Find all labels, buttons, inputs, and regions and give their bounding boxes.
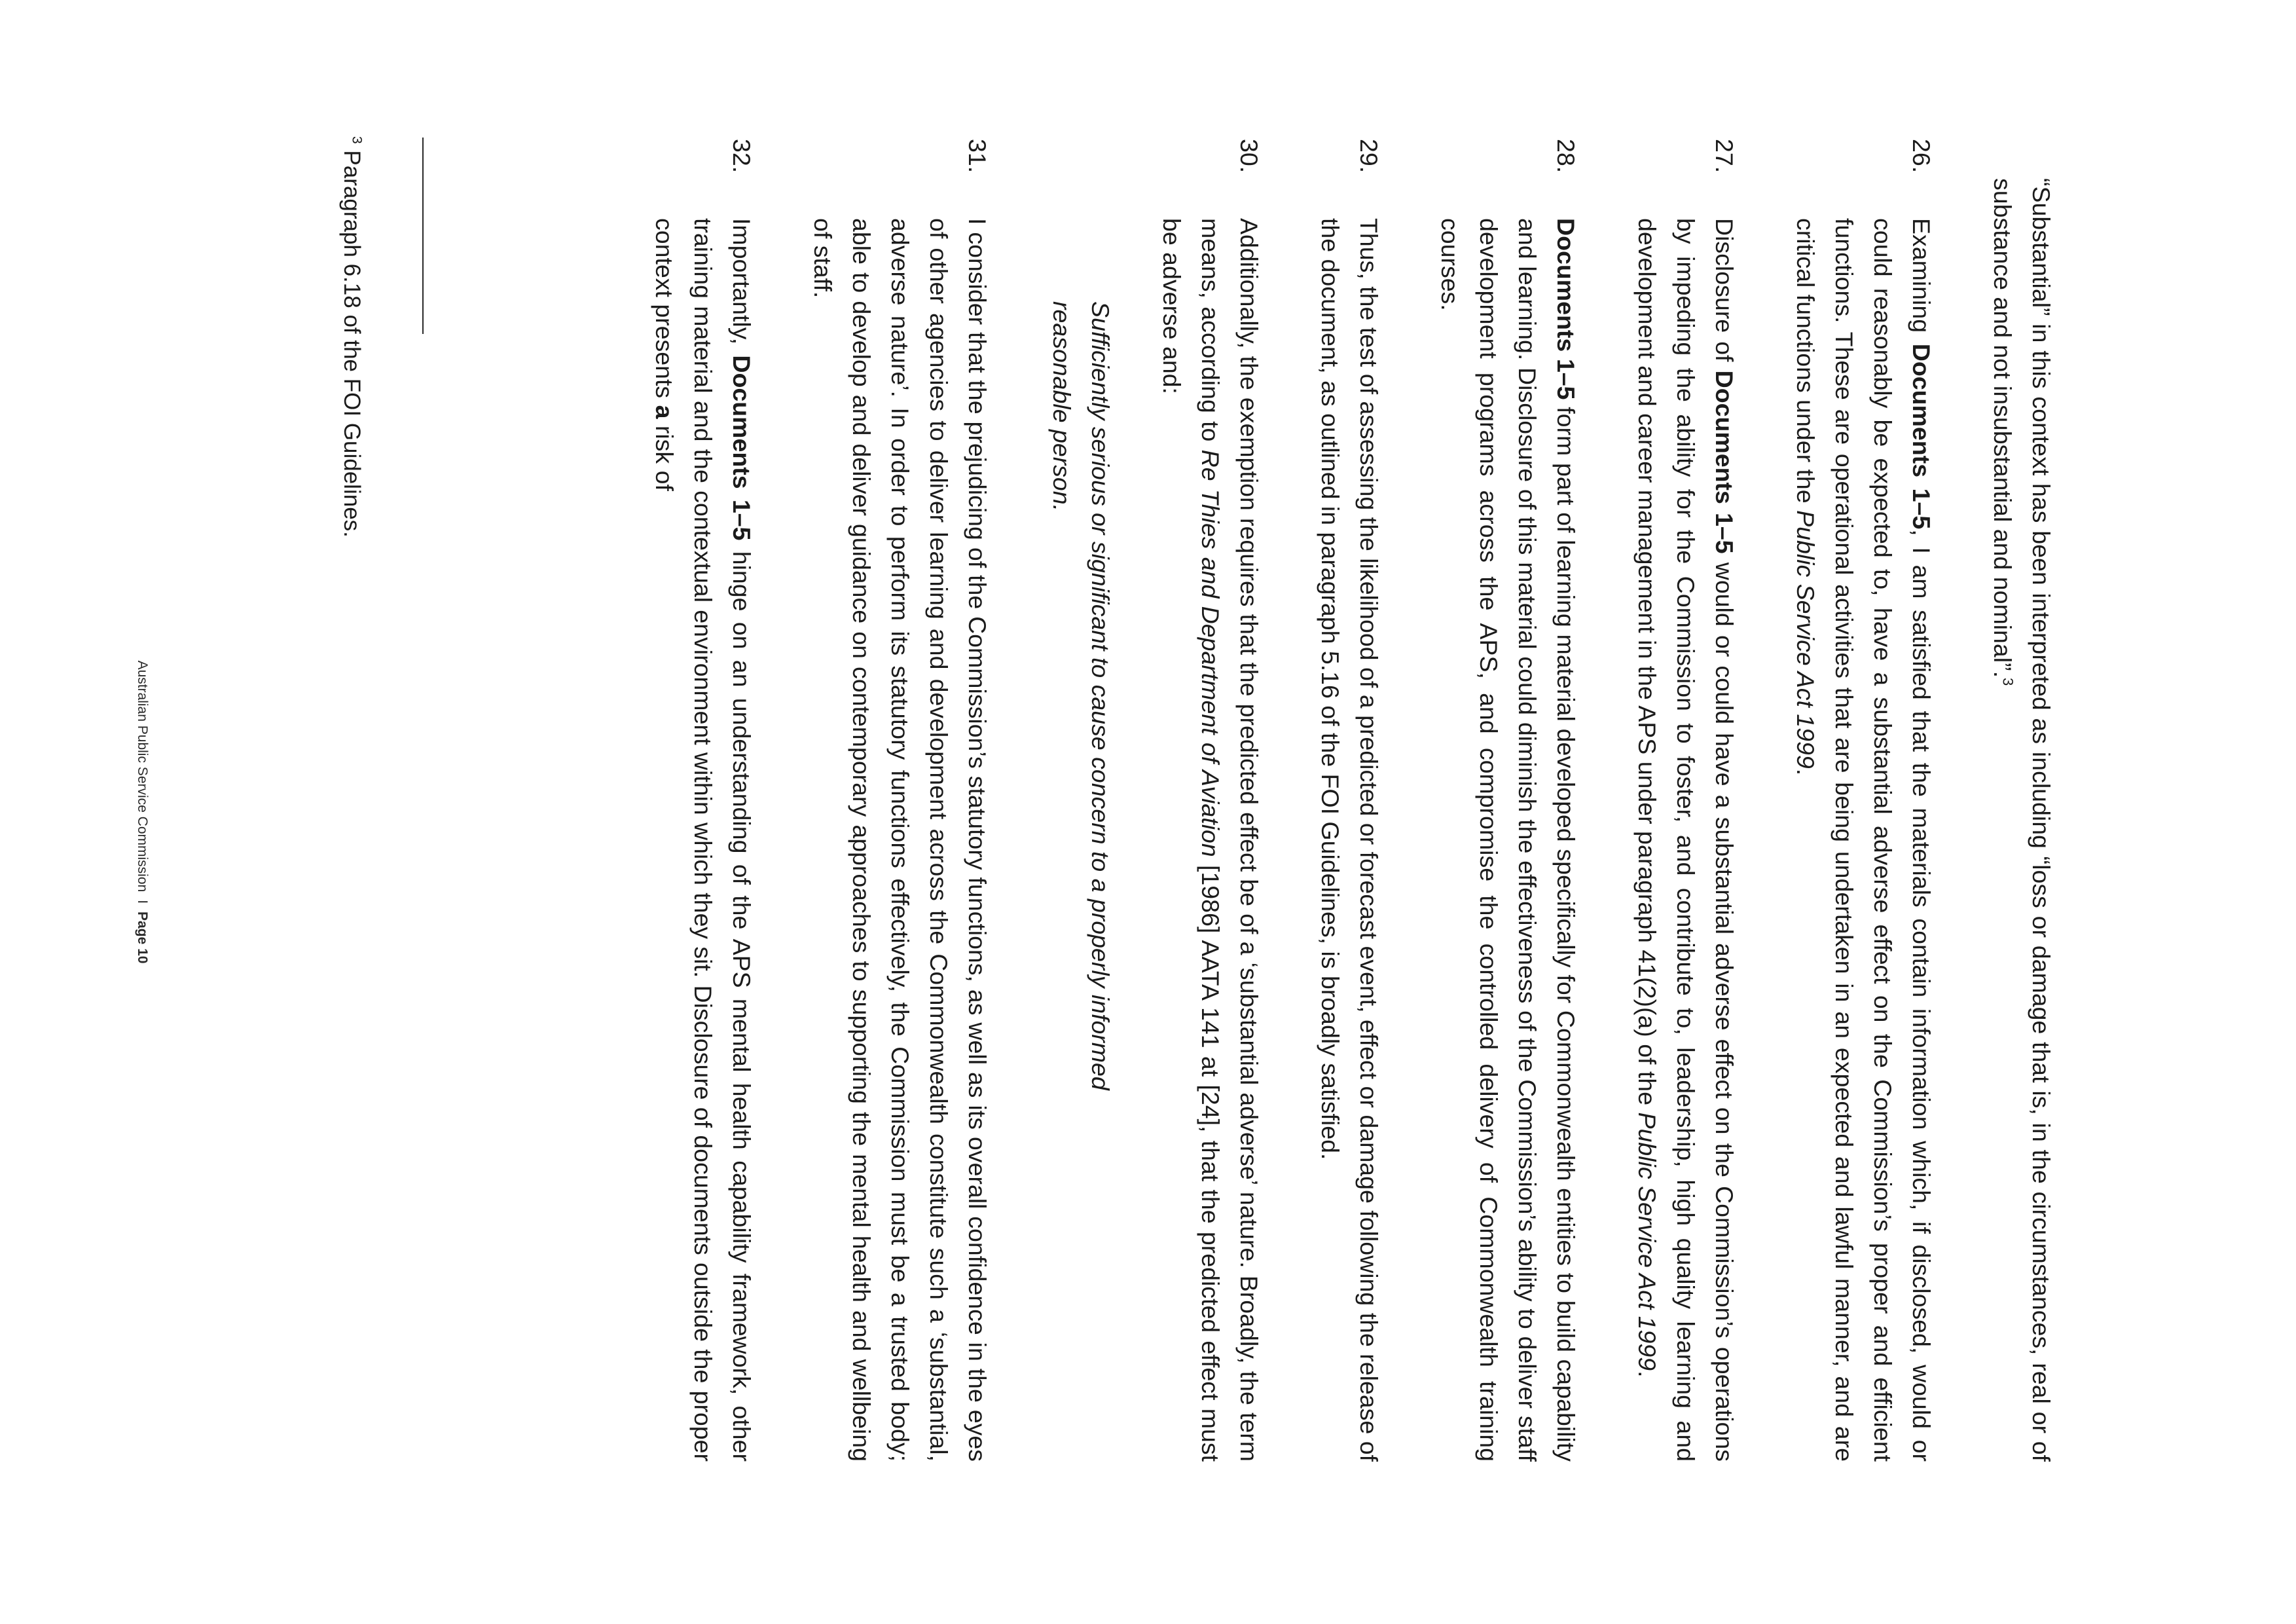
quoted-definition	[1042, 301, 1120, 1462]
paragraph-28: 28. Documents 1–5 form part of learning material developed specifically for Commonwealth entities to build capability and learning. Disclosure of this material could diminish the effectiveness of the Commission’s ability to deliver staff development programs across the APS, and compromise the controlled delivery of Commonwealth training courses.	[1430, 178, 1585, 1462]
quote-line-2: reasonable person.	[1048, 301, 1076, 512]
footer-separator: I	[135, 900, 150, 904]
document-body	[602, 139, 2060, 1462]
case-citation: Re Thies and Department of Aviation	[1197, 449, 1224, 857]
footnote-text: Paragraph 6.18 of the FOI Guidelines.	[339, 150, 365, 538]
paragraph-number: 28.	[1552, 139, 1580, 174]
footnote-marker: 3	[349, 136, 365, 144]
intro-text: “Substantial” in this context has been interpreted as including “loss or damage that is, in the circumstances, real or of substance and not insubstantial and nominal”.	[1989, 178, 2055, 1462]
paragraph-29: 29. Thus, the test of assessing the likelihood of a predicted or forecast event, effect or damage following the release of the document, as outlined in paragraph 5.16 of the FOI Guidelines, is broadly satisfied.	[1311, 178, 1388, 1462]
footnote-divider	[422, 138, 424, 334]
paragraph-number: 27.	[1711, 139, 1738, 174]
documents-reference: Documents 1–5	[1908, 343, 1935, 530]
footer-organisation: Australian Public Service Commission	[135, 660, 150, 893]
paragraph-number: 30.	[1235, 139, 1263, 174]
intro-paragraph	[1983, 178, 2060, 1462]
footnote-reference: 3	[1999, 678, 2016, 686]
act-title: Public Service Act 1999	[1633, 1112, 1661, 1371]
footnote	[338, 136, 365, 538]
paragraph-number: 26.	[1908, 139, 1935, 174]
act-title: Public Service Act 1999	[1792, 510, 1819, 769]
paragraph-26: 26. Examining Documents 1–5, I am satisfied that the materials contain information which, if disclosed, would or could reasonably be expected to, have a substantial adverse effect on the Commission’s proper and efficient functions. These are operational activities that are being undertaken in an expected and lawful manner, and are critical functions under the Public Service Act 1999.	[1786, 178, 1941, 1462]
documents-reference: Documents 1–5	[728, 355, 756, 541]
paragraph-number: 32.	[728, 139, 756, 174]
paragraph-32: 32. Importantly, Documents 1–5 hinge on an understanding of the APS mental health capability framework, other training material and the contextual environment within which they sit. Disclosure of documents outside the proper context presents a risk of	[645, 178, 761, 1462]
page-number: Page 10	[135, 912, 150, 964]
page-footer	[134, 0, 150, 1624]
quote-line-1: Sufficiently serious or significant to cause concern to a properly informed	[1087, 301, 1114, 1090]
paragraph-30: 30. Additionally, the exemption requires that the predicted effect be of a ‘substantial adverse’ nature. Broadly, the term means, according to Re Thies and Department of Aviation [1986] AATA 141 at [24], that the predicted effect must be adverse and:	[1152, 178, 1268, 1462]
paragraph-31: 31. I consider that the prejudicing of the Commission’s statutory functions, as well as its overall confidence in the eyes of other agencies to deliver learning and development across the Commonwealth constitute such a ‘substantial, adverse nature’. In order to perform its statutory functions effectively, the Commission must be a trusted body; able to develop and deliver guidance on contemporary approaches to supporting the mental health and wellbeing of staff.	[803, 178, 996, 1462]
documents-reference: Documents 1–5	[1552, 218, 1580, 400]
documents-reference: Documents 1–5	[1711, 370, 1738, 554]
paragraph-27: 27. Disclosure of Documents 1–5 would or could have a substantial adverse effect on the Commission’s operations by impeding the ability for the Commission to foster, and contribute to, leadership, high quality learning and development and career management in the APS under paragraph 41(2)(a) of the Public Service Act 1999.	[1628, 178, 1743, 1462]
paragraph-number: 29.	[1355, 139, 1383, 174]
paragraph-number: 31.	[964, 139, 991, 174]
